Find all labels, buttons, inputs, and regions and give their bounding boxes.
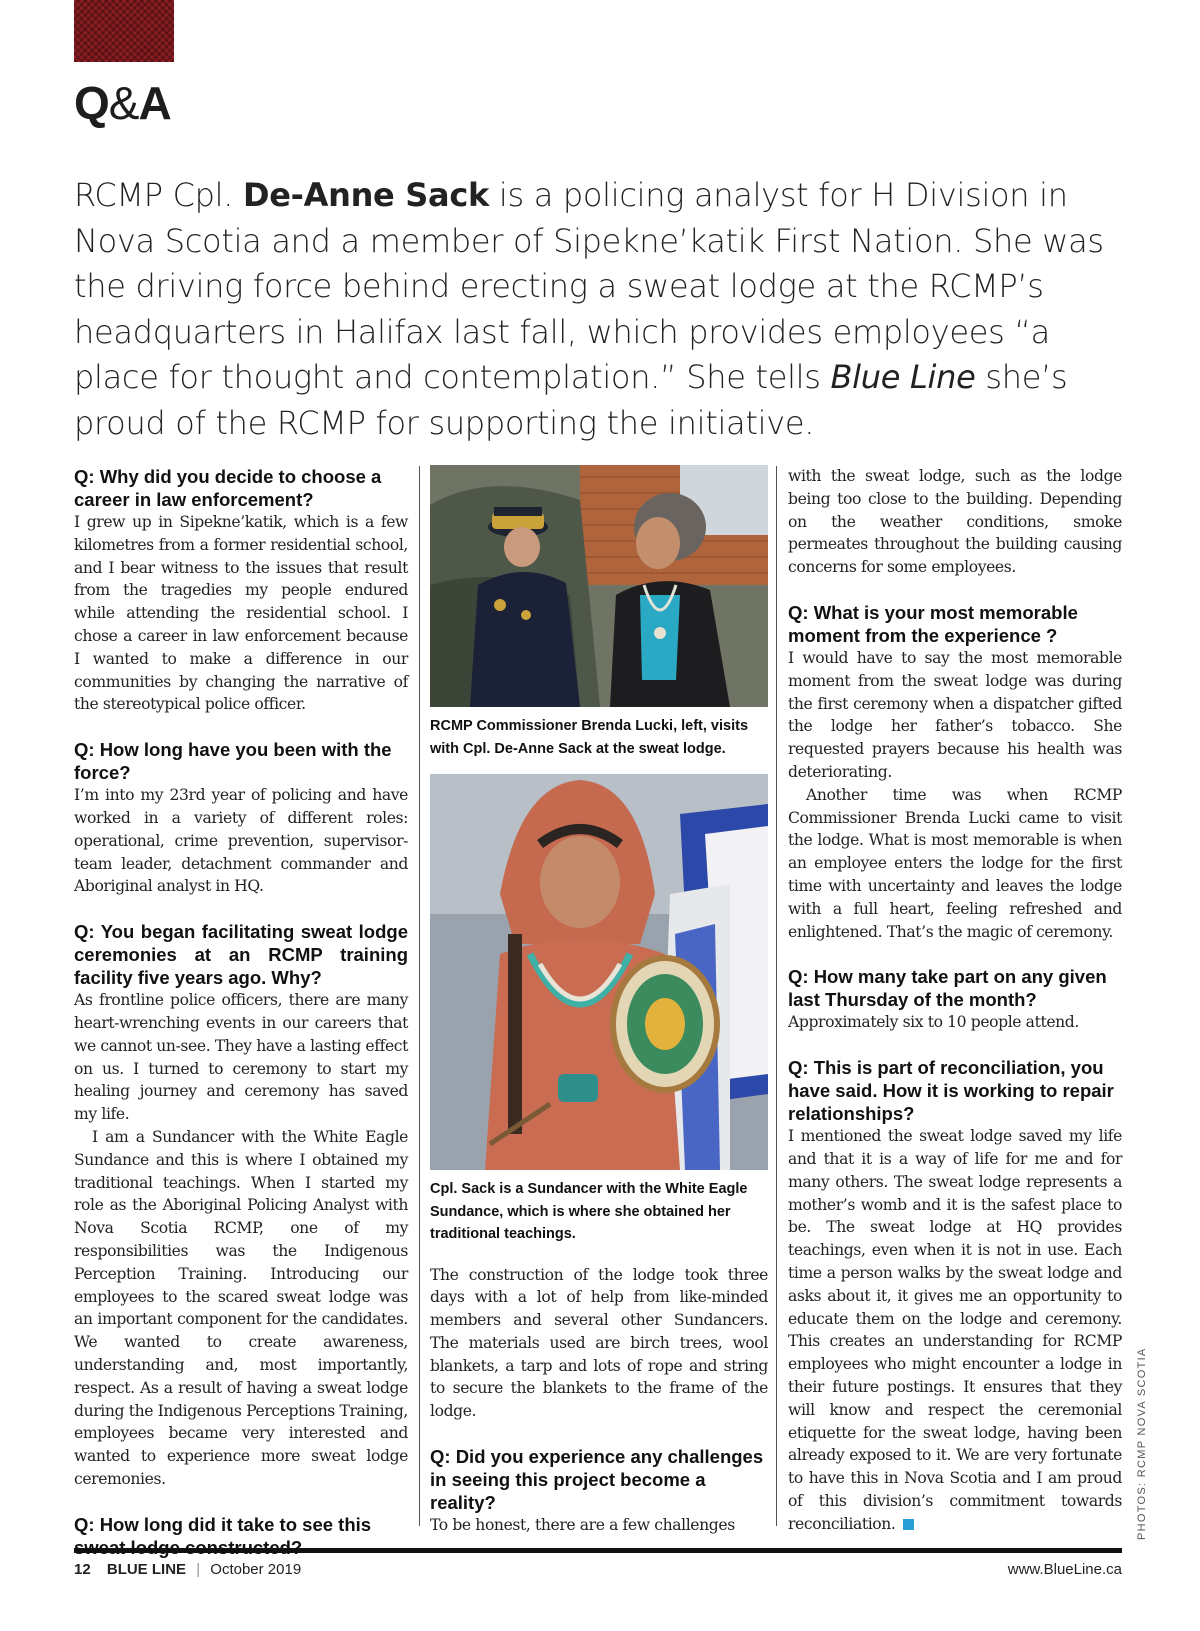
answer-5-continued: with the sweat lodge, such as the lodge being too close to the building. Depending on the weather conditions, smoke permeates throughout the building causing concerns for some employees. bbox=[788, 467, 1122, 577]
answer-5-start: To be honest, there are a few challenges bbox=[430, 1516, 735, 1535]
answer-6-para-2: Another time was when RCMP Commissioner Brenda Lucki came to visit the lodge. What is most memorable is when an employee enters the lodge for the first time with uncertainty and leaves the lodge with a full heart, feeling refreshed and enlightened. That’s the magic of ceremony. bbox=[788, 785, 1122, 941]
column-divider-1 bbox=[419, 466, 420, 1526]
page-number: 12 bbox=[74, 1561, 91, 1578]
answer-3-para-1: As frontline police officers, there are many heart-wrenching events in our careers that we cannot un-see. They have a lasting effect on us. I turned to ceremony to start my healing journey and ceremony has saved my life. bbox=[74, 991, 408, 1124]
question-2: Q: How long have you been with the force? bbox=[74, 739, 392, 784]
section-title-a: A bbox=[138, 77, 171, 129]
answer-8 bbox=[788, 1125, 1122, 1535]
question-8: Q: This is part of reconciliation, you have said. How it is working to repair relationships? bbox=[788, 1057, 1114, 1125]
answer-3-para-2: I am a Sundancer with the White Eagle Sundance and this is where I obtained my traditional teachings. When I started my role as the Aboriginal Policing Analyst with Nova Scotia RCMP, one of my responsibilities was the Indigenous Perception Training. Introducing our employees to the scared sweat lodge was an important component for the candidates. We wanted to create awareness, understanding and, most importantly, respect. As a result of having a sweat lodge during the Indigenous Perceptions Training, employees became very interested and wanted to experience more sweat lodge ceremonies. bbox=[74, 1127, 408, 1488]
intro-text-1: is a policing analyst for H Division in Nova Scotia and a member of Sipekne’katik First Nation. She was the driving force behind erecting a sweat lodge at the RCMP’s headquarters in Halifax last fall, which provides employees “a place for thought and contemplation.” She tells bbox=[74, 176, 1104, 396]
section-title-amp: & bbox=[108, 77, 139, 129]
section-title bbox=[74, 76, 171, 130]
answer-2: I’m into my 23rd year of policing and have worked in a variety of different roles: operational, crime prevention, supervisor-team leader, detachment commander and Aboriginal analyst in HQ. bbox=[74, 786, 408, 896]
section-title-q: Q bbox=[74, 77, 109, 129]
photo-lucki-and-sack bbox=[430, 465, 768, 707]
column-1 bbox=[74, 465, 408, 1559]
question-7: Q: How many take part on any given last Thursday of the month? bbox=[788, 966, 1107, 1011]
answer-6-para-1: I would have to say the most memorable moment from the sweat lodge was during the first ceremony when a dispatcher gifted the lodge her father’s tobacco. She requested prayers because his health was deteriorating. bbox=[788, 648, 1122, 781]
photo-credit: PHOTOS: RCMP NOVA SCOTIA bbox=[1136, 1347, 1148, 1540]
answer-7: Approximately six to 10 people attend. bbox=[788, 1013, 1079, 1032]
intro-lead: RCMP Cpl. bbox=[74, 176, 243, 214]
question-1: Q: Why did you decide to choose a career in law enforcement? bbox=[74, 466, 382, 510]
section-marker-block bbox=[74, 0, 174, 62]
answer-4: The construction of the lodge took three days with a lot of help from like-minded members and several other Sundancers. The materials used are birch trees, wool blankets, a tarp and lots of rope and string to secure the blankets to the frame of the lodge. bbox=[430, 1265, 768, 1421]
photo-lucki-and-sack-image bbox=[430, 465, 768, 707]
question-4: Q: How long did it take to see this bbox=[74, 1513, 372, 1535]
footer-issue-date: October 2019 bbox=[210, 1561, 302, 1578]
footer-website-link[interactable]: www.BlueLine.ca bbox=[1007, 1561, 1122, 1578]
photo-sundancer-image bbox=[430, 774, 768, 1170]
question-6: Q: What is your most memorable moment from the experience ? bbox=[788, 601, 1078, 646]
answer-8-text: I mentioned the sweat lodge saved my life and that it is a way of life for me and for many others. The sweat lodge represents a mother’s womb and it is the safest place to be. The sweat lodge at HQ provides teachings, even when it is not in use. Each time a person walks by the sweat lodge and asks about it, it gives me an opportunity to educate them on the lodge and ceremony. This creates an understanding for RCMP employees who might encounter a lodge in their future postings. It ensures that they will know and respect the ceremonial etiquette for the sweat lodge, having been already exposed to it. We are very fortunate to have this in Nova Scotia and I am proud of this division’s commitment towards reconciliation. bbox=[788, 1127, 1122, 1533]
column-divider-2 bbox=[776, 466, 777, 1526]
photo-caption-1: RCMP Commissioner Brenda Lucki, left, visits with Cpl. De-Anne Sack at the sweat lodge. bbox=[430, 718, 749, 757]
column-3 bbox=[788, 465, 1122, 1535]
end-mark-icon bbox=[903, 1519, 914, 1530]
column-2 bbox=[430, 465, 768, 1537]
intro-name: De-Anne Sack bbox=[242, 176, 489, 214]
question-5: Q: Did you experience any challenges in seeing this project become a reality? bbox=[430, 1446, 764, 1514]
footer-left bbox=[74, 1561, 301, 1578]
footer-separator: | bbox=[196, 1561, 201, 1578]
question-3: Q: You began facilitating sweat lodge ceremonies at an RCMP training facility five years ago. Why? bbox=[74, 921, 408, 989]
footer-rule bbox=[74, 1548, 1122, 1553]
photo-sundancer bbox=[430, 774, 768, 1170]
footer-magazine-name: BLUE LINE bbox=[106, 1561, 187, 1578]
intro-paragraph bbox=[74, 173, 1134, 446]
answer-1: I grew up in Sipekne’katik, which is a few kilometres from a former residential school, and I bear witness to the issues that result from the tragedies my people endured while attending the residential school. I chose a career in law enforcement because I wanted to make a difference in our communities by changing the narrative of the stereotypical police officer. bbox=[74, 513, 408, 714]
photo-caption-2: Cpl. Sack is a Sundancer with the White Eagle Sundance, which is where she obtained her traditional teachings. bbox=[430, 1181, 748, 1242]
intro-text-2: she’s proud of the RCMP for supporting the initiative. bbox=[74, 358, 1068, 442]
intro-magazine: Blue Line bbox=[830, 358, 976, 396]
